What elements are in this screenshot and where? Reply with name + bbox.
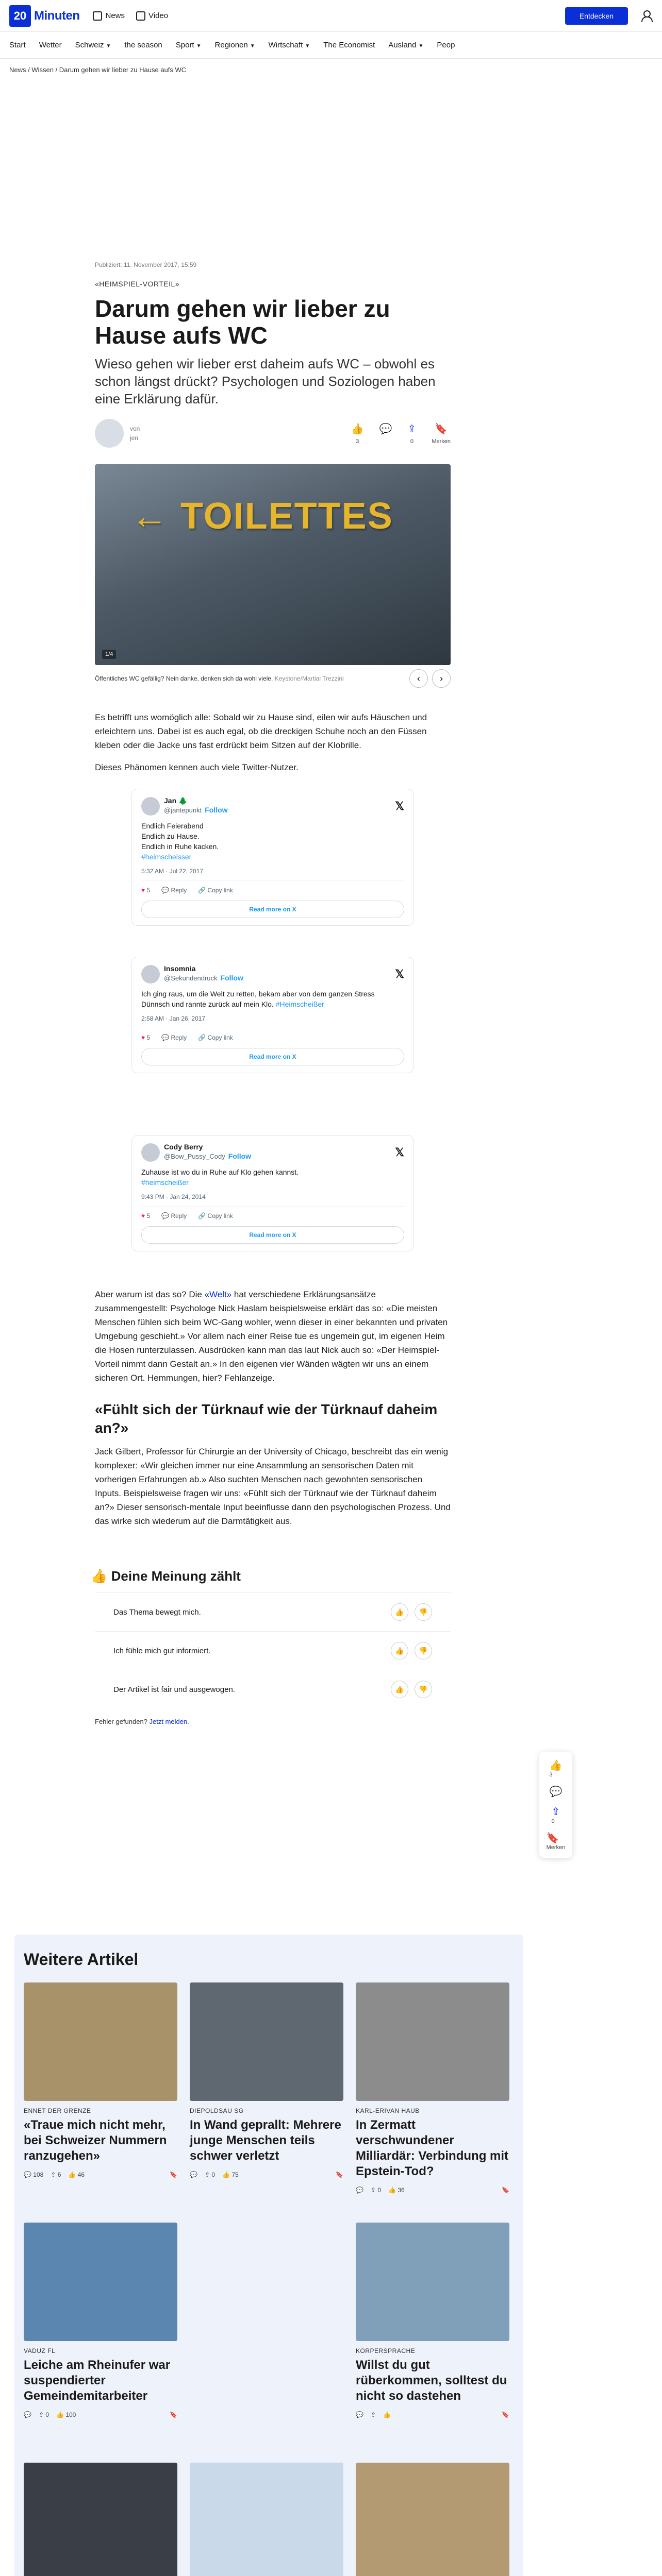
chevron-down-icon: ▼	[196, 43, 202, 49]
article-card[interactable]	[356, 1982, 509, 2209]
article-card[interactable]	[190, 2463, 343, 2576]
tweet-reply-button[interactable]	[161, 1032, 187, 1043]
nav-season[interactable]: the season	[124, 41, 162, 49]
tweet-like-button[interactable]	[141, 885, 150, 895]
opinion-title-text: Deine Meinung zählt	[111, 1568, 241, 1584]
welt-link[interactable]: «Welt»	[204, 1290, 232, 1299]
video-label: Video	[148, 11, 169, 20]
disagree-button[interactable]: 👎	[415, 1642, 432, 1659]
gallery-prev-button[interactable]: ‹	[409, 669, 428, 688]
opinion-statement: Der Artikel ist fair und ausgewogen.	[113, 1685, 235, 1694]
news-link[interactable]	[93, 11, 125, 21]
bookmark-button[interactable]	[432, 422, 451, 445]
floating-like-button[interactable]	[550, 1759, 562, 1778]
bookmark-icon[interactable]: 🔖	[336, 2171, 343, 2178]
share-count: 0	[410, 438, 413, 445]
tweet-reply-button[interactable]	[161, 1211, 187, 1221]
article-card-stats	[24, 2411, 177, 2418]
share-stat: ⇪ 0	[204, 2171, 216, 2178]
tweet-date[interactable]: 2:58 AM · Jan 26, 2017	[141, 1015, 206, 1022]
like-stat: 👍	[383, 2411, 391, 2418]
chevron-down-icon: ▼	[250, 43, 255, 49]
logo-mark: 20	[9, 5, 31, 27]
error-report-link[interactable]: Jetzt melden.	[149, 1718, 189, 1725]
user-icon[interactable]	[639, 9, 653, 23]
breadcrumb[interactable]: News / Wissen / Darum gehen wir lieber zu Hause aufs WC	[9, 66, 187, 74]
news-icon	[93, 11, 102, 21]
nav-wirtschaft-label: Wirtschaft	[268, 41, 303, 49]
like-count: 100	[65, 2411, 76, 2418]
nav-ausland[interactable]	[388, 41, 423, 49]
article-card-kicker: DIEPOLDSAU SG	[190, 2107, 244, 2114]
article-card-kicker: VADUZ FL	[24, 2347, 56, 2354]
tweet-reply-label: Reply	[171, 1034, 187, 1041]
chevron-down-icon: ▼	[305, 43, 310, 49]
article-card-image	[356, 2223, 509, 2341]
tweet-handle: @Bow_Pussy_Cody	[164, 1153, 225, 1160]
agree-button[interactable]: 👍	[391, 1681, 408, 1698]
tweet-author: Cody Berry	[164, 1143, 203, 1151]
hero-image[interactable]	[95, 464, 451, 665]
article-card[interactable]	[24, 1982, 177, 2209]
paragraph-3-start: Aber warum ist das so? Die	[95, 1290, 205, 1299]
article-card-kicker: ENNET DER GRENZE	[24, 2107, 91, 2114]
bookmark-icon[interactable]: 🔖	[170, 2171, 177, 2178]
article-card-image	[24, 2223, 177, 2341]
article-card-kicker: KARL-ERIVAN HAUB	[356, 2107, 420, 2114]
article-card-title: Leiche am Rheinufer war suspendierter Gemeindemitarbeiter	[24, 2358, 171, 2403]
like-stat: 👍 36	[388, 2187, 405, 2194]
tweet-avatar	[141, 797, 160, 816]
author-name[interactable]: jen	[130, 434, 139, 442]
tweet-copy-button[interactable]	[198, 1032, 233, 1043]
share-count: 0	[45, 2411, 49, 2418]
like-stat: 👍 46	[68, 2171, 85, 2178]
article-actions	[351, 422, 451, 445]
article-card-stats	[190, 2171, 343, 2178]
tweet-read-more[interactable]: Read more on X	[141, 1226, 404, 1244]
tweet-line: Ich ging raus, um die Welt zu retten, bekam aber von dem ganzen Stress Dünnsch und rannte zurück auf mein Klo.	[141, 990, 375, 1008]
floating-share-button[interactable]	[552, 1805, 560, 1824]
floating-like-count: 3	[549, 1772, 553, 1778]
nav-sport[interactable]	[176, 41, 202, 49]
comment-icon: 💬	[549, 1786, 562, 1798]
article-card-title: «Traue mich nicht mehr, bei Schweizer Nummern ranzugehen»	[24, 2118, 167, 2163]
opinion-title	[72, 1559, 588, 1592]
like-count: 46	[77, 2171, 85, 2178]
author-label: von	[130, 425, 140, 432]
article-card-title: In Wand geprallt: Mehrere junge Menschen teils schwer verletzt	[190, 2118, 341, 2163]
tweet-copy-button[interactable]	[198, 885, 233, 895]
tweet-hashtag[interactable]: #heimscheisser	[141, 853, 192, 861]
article-card-stats	[356, 2187, 509, 2194]
link-icon: 🔗	[198, 1034, 206, 1041]
disagree-button[interactable]: 👎	[415, 1681, 432, 1698]
tweet-copy-label: Copy link	[207, 1034, 233, 1041]
image-caption	[95, 675, 344, 682]
x-logo-icon[interactable]: 𝕏	[395, 967, 404, 980]
tweet-like-button[interactable]	[141, 1032, 150, 1043]
tweet-hashtag[interactable]: #Heimscheißer	[275, 1000, 324, 1008]
article-kicker: «HEIMSPIEL-VORTEIL»	[95, 280, 180, 288]
tweet-date[interactable]: 5:32 AM · Jul 22, 2017	[141, 868, 204, 875]
heart-icon: ♥	[141, 1212, 145, 1219]
nav-wetter[interactable]: Wetter	[39, 41, 62, 49]
article-card-image	[24, 2463, 177, 2576]
nav-regionen[interactable]	[215, 41, 255, 49]
comment-stat: 💬 108	[24, 2171, 44, 2178]
tweet-handle: @Sekundendruck	[164, 974, 218, 982]
discover-button[interactable]: Entdecken	[565, 7, 628, 25]
comment-stat: 💬	[356, 2411, 363, 2418]
hero-sign-text: ← TOILETTES	[131, 496, 393, 537]
paragraph-3-end: hat verschiedene Erklärungsansätze zusammengestellt: Psychologe Nick Haslam beispielsweise erklärt das so: «Die meisten Menschen fühlen sich beim WC-Gang wohler, wenn dieser in einer bekannten und privaten Umgebung geschieht.» Vor allem nach einer Reise tue es ungemein gut, im eigenen Heim die Hosen runterzulassen. Ausdrücken kann man das laut Nick auch so: «Der Heimspiel-Vorteil nimmt dann Gestalt an.» In den eigenen vier Wänden wägten wir uns an einem sicheren Ort. Hemmungen, hier? Fehlanzeige.	[95, 1290, 448, 1383]
share-button[interactable]	[408, 422, 417, 445]
author-row	[95, 419, 451, 448]
tweet-copy-label: Copy link	[207, 1212, 233, 1219]
chevron-down-icon: ▼	[418, 43, 424, 49]
reply-icon: 💬	[161, 1034, 170, 1041]
thumbs-up-icon: 👍	[549, 1760, 562, 1771]
caption-credit: Keystone/Martial Trezzini	[274, 675, 344, 682]
article-card-title: Willst du gut rüberkommen, solltest du nicht so dastehen	[356, 2358, 507, 2403]
articles-grid	[24, 1982, 514, 2576]
paragraph-2: Dieses Phänomen kennen auch viele Twitter-Nutzer.	[95, 762, 299, 772]
share-stat: ⇪ 0	[370, 2187, 382, 2194]
tweet-like-count: 5	[146, 887, 151, 894]
article-card-stats	[24, 2171, 177, 2178]
author-avatar	[95, 419, 124, 448]
caption-text: Öffentliches WC gefällig? Nein danke, denken sich da wohl viele.	[95, 675, 273, 682]
nav-sport-label: Sport	[175, 41, 194, 49]
article-body	[95, 710, 451, 774]
gallery-counter: 1/4	[102, 650, 116, 659]
nav-schweiz-label: Schweiz	[75, 41, 104, 49]
tweet-embed[interactable]	[131, 1135, 414, 1251]
like-button[interactable]	[351, 422, 364, 445]
tweet-line: Endlich zu Hause.	[141, 832, 200, 840]
share-stat: ⇪ 6	[51, 2171, 61, 2178]
tweet-line: Zuhause ist wo du in Ruhe auf Klo gehen kannst.	[141, 1168, 299, 1176]
like-count: 36	[398, 2187, 405, 2194]
article-body-2	[95, 1287, 451, 1385]
nav-ausland-label: Ausland	[388, 41, 417, 49]
logo[interactable]	[9, 5, 79, 27]
article-card-image	[190, 2463, 343, 2576]
heart-icon: ♥	[141, 1034, 145, 1041]
bookmark-label: Merken	[432, 438, 451, 445]
opinion-statement: Das Thema bewegt mich.	[113, 1607, 201, 1617]
article	[95, 261, 451, 1528]
tweet-copy-label: Copy link	[207, 887, 233, 894]
tweet-date[interactable]: 9:43 PM · Jan 24, 2014	[141, 1193, 206, 1200]
paragraph-4: Jack Gilbert, Professor für Chirurgie an der University of Chicago, beschreibt das ein wenig komplexer: «Wir gleichen immer nur eine Ansammlung an sensorischen Daten mit vorherigen Erfahrungen ab.» Also suchten Menschen nach gewohnten sensorischen Inputs. Beispielsweise fragen wir uns: «Fühlt sich der Türknauf wie der Türknauf daheim an?» Dieser sensorisch-mentale Input beeinflusse dann den psychologischen Prozess. Und das wirke sich wiederum auf die Darmtätigkeit aus.	[95, 1447, 451, 1526]
comment-stat: 💬	[24, 2411, 31, 2418]
comment-count: 108	[33, 2171, 44, 2178]
like-stat: 👍 100	[56, 2411, 76, 2418]
opinion-statement: Ich fühle mich gut informiert.	[113, 1646, 211, 1655]
opinion-row	[95, 1631, 451, 1670]
tweet-embed[interactable]	[131, 957, 414, 1073]
tweet-read-more[interactable]: Read more on X	[141, 1048, 404, 1065]
tweet-line: Endlich in Ruhe kacken.	[141, 842, 219, 851]
tweet-like-button[interactable]	[141, 1211, 150, 1221]
nav-regionen-label: Regionen	[214, 41, 248, 49]
tweet-follow-link[interactable]: Follow	[220, 974, 243, 982]
comment-stat: 💬	[190, 2171, 197, 2178]
x-logo-icon[interactable]: 𝕏	[395, 799, 404, 812]
tweet-follow-link[interactable]: Follow	[205, 806, 228, 814]
share-stat: ⇪ 0	[38, 2411, 49, 2418]
error-report	[95, 1718, 662, 1725]
news-label: News	[105, 11, 125, 20]
floating-action-bar	[539, 1752, 572, 1858]
paragraph-1: Es betrifft uns womöglich alle: Sobald wir zu Hause sind, eilen wir aufs Häuschen und erleichtern uns. Dabei ist es auch egal, ob die dreckigen Schuhe noch an den Füssen kleben oder die Jacke uns fast erdrückt beim Sitzen auf der Klobrille.	[95, 713, 427, 750]
reply-icon: 💬	[161, 887, 170, 894]
share-icon: ⇪	[407, 423, 417, 435]
hero-sign-label: TOILETTES	[180, 496, 393, 537]
tweet-handle: @jantepunkt	[164, 806, 202, 814]
more-articles-title: Weitere Artikel	[24, 1950, 139, 1969]
article-card-image	[190, 1982, 343, 2101]
tweet-read-more[interactable]: Read more on X	[141, 901, 404, 918]
comment-stat: 💬	[356, 2187, 363, 2194]
share-count: 6	[57, 2171, 61, 2178]
nav-schweiz[interactable]	[75, 41, 111, 49]
article-card-stats	[356, 2411, 509, 2418]
tweet-hashtag[interactable]: #heimscheißer	[141, 1178, 189, 1187]
more-articles	[14, 1935, 523, 2576]
link-icon: 🔗	[198, 887, 206, 894]
share-stat: ⇪	[370, 2411, 376, 2418]
share-count: 0	[377, 2187, 382, 2194]
thumbs-up-icon: 👍	[351, 423, 364, 435]
gallery-next-button[interactable]: ›	[432, 669, 451, 688]
nav-people[interactable]: Peop	[437, 41, 455, 49]
tweet-avatar	[141, 965, 160, 984]
tweet-reply-label: Reply	[171, 1212, 187, 1219]
article-card-image	[24, 1982, 177, 2101]
like-stat: 👍 75	[222, 2171, 239, 2178]
article-card[interactable]	[356, 2223, 509, 2449]
tweet-author: Insomnia	[164, 964, 196, 973]
publish-date: Publiziert: 11. November 2017, 15:59	[95, 261, 197, 268]
comment-button[interactable]	[379, 422, 392, 438]
like-count: 3	[356, 438, 359, 445]
video-icon	[136, 11, 145, 21]
tweet-follow-link[interactable]: Follow	[228, 1152, 252, 1160]
tweet-reply-button[interactable]	[161, 885, 187, 895]
article-card-image	[356, 2463, 509, 2576]
agree-button[interactable]: 👍	[391, 1642, 408, 1659]
bookmark-icon[interactable]: 🔖	[502, 2411, 509, 2418]
nav-wirtschaft[interactable]	[269, 41, 310, 49]
tweet-like-count: 5	[146, 1212, 151, 1219]
article-card[interactable]	[190, 1982, 343, 2209]
x-logo-icon[interactable]: 𝕏	[395, 1145, 404, 1159]
reply-icon: 💬	[161, 1212, 170, 1219]
tweet-text	[141, 821, 404, 862]
tweet-avatar	[141, 1143, 160, 1162]
error-report-text: Fehler gefunden?	[95, 1718, 150, 1725]
tweet-author: Jan 🌲	[164, 796, 188, 805]
floating-bookmark-button[interactable]	[547, 1832, 566, 1851]
article-card[interactable]	[356, 2463, 509, 2576]
bookmark-icon: 🔖	[435, 423, 448, 435]
tweet-text	[141, 1167, 404, 1188]
top-bar	[0, 0, 662, 32]
article-card-image	[356, 1982, 509, 2101]
opinion-row	[95, 1592, 451, 1631]
nav-start[interactable]: Start	[9, 41, 26, 49]
article-lead: Wieso gehen wir lieber erst daheim aufs WC – obwohl es schon längst drückt? Psychologen und Soziologen haben eine Erklärung dafür.	[95, 356, 436, 406]
video-link[interactable]	[136, 11, 168, 21]
article-card[interactable]	[24, 2223, 177, 2449]
share-count: 0	[211, 2171, 216, 2178]
top-links	[93, 11, 168, 21]
link-icon: 🔗	[198, 1212, 206, 1219]
disagree-button[interactable]: 👎	[415, 1603, 432, 1621]
bookmark-icon[interactable]: 🔖	[502, 2187, 509, 2194]
nav-economist[interactable]: The Economist	[323, 41, 375, 49]
tweet-embed[interactable]	[131, 789, 414, 926]
like-count: 75	[231, 2171, 239, 2178]
logo-text: Minuten	[34, 8, 80, 23]
article-card-title: In Zermatt verschwundener Milliardär: Verbindung mit Epstein-Tod?	[356, 2118, 509, 2178]
paragraph-3	[95, 1287, 451, 1385]
opinion-row	[95, 1670, 451, 1708]
floating-share-count: 0	[551, 1818, 555, 1824]
heart-icon: ♥	[141, 887, 145, 894]
tweet-line: Endlich Feierabend	[141, 822, 204, 830]
share-icon: ⇪	[551, 1806, 560, 1818]
bookmark-icon: 🔖	[546, 1833, 559, 1844]
article-subheading: «Fühlt sich der Türknauf wie der Türknauf daheim an?»	[95, 1401, 438, 1436]
thumbs-up-icon: 👍	[91, 1568, 108, 1584]
main-nav	[0, 32, 662, 59]
tweet-copy-button[interactable]	[198, 1211, 233, 1221]
comment-icon: 💬	[379, 423, 392, 435]
floating-comment-button[interactable]	[550, 1785, 562, 1798]
article-card[interactable]	[24, 2463, 177, 2576]
tweet-like-count: 5	[146, 1034, 151, 1041]
agree-button[interactable]: 👍	[391, 1603, 408, 1621]
tweet-text	[141, 989, 404, 1009]
article-headline: Darum gehen wir lieber zu Hause aufs WC	[95, 295, 390, 349]
tweet-reply-label: Reply	[171, 887, 187, 894]
bookmark-icon[interactable]: 🔖	[170, 2411, 177, 2418]
opinion-section	[72, 1559, 588, 1708]
floating-bookmark-label: Merken	[546, 1844, 566, 1851]
chevron-down-icon: ▼	[106, 43, 111, 49]
article-card-kicker: KÖRPERSPRACHE	[356, 2347, 416, 2354]
